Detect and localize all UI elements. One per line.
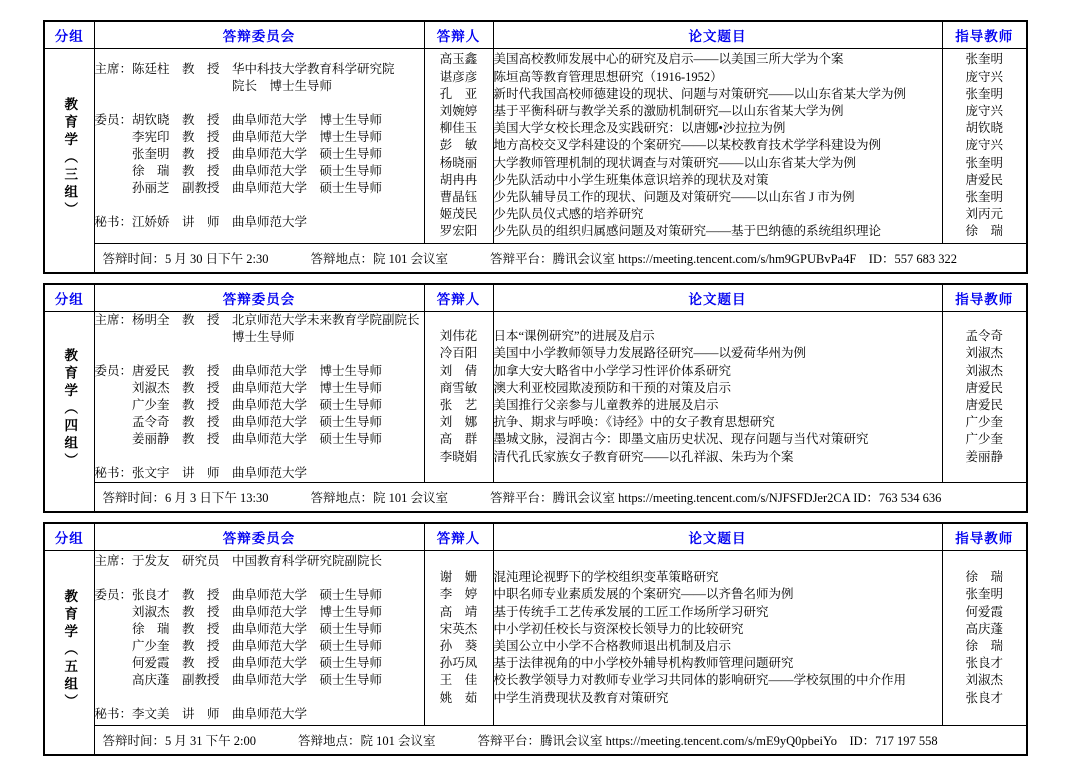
committee-line: 徐 瑞 教 授 曲阜师范大学 硕士生导师 bbox=[94, 622, 383, 636]
advisor-name: 广少奎 bbox=[965, 415, 1003, 430]
thesis-title: 抗争、期求与呼唤：《诗经》中的女子教育思想研究 bbox=[493, 415, 775, 430]
col-header-defender: 答辩人 bbox=[424, 523, 493, 551]
advisor-name: 高庆蓬 bbox=[965, 621, 1003, 636]
defender-name: 商雪敏 bbox=[439, 380, 478, 395]
thesis-title: 中小学初任校长与资深校长领导力的比较研究 bbox=[493, 621, 744, 636]
committee-line: 李宪印 教 授 曲阜师范大学 博士生导师 bbox=[94, 130, 383, 144]
defender-list bbox=[425, 51, 493, 240]
header-row bbox=[44, 523, 1027, 551]
thesis-title: 少先队员仪式感的培养研究 bbox=[493, 207, 644, 222]
committee-line: 委员：胡钦晓 教 授 曲阜师范大学 博士生导师 bbox=[94, 113, 383, 127]
defender-name: 刘婉婷 bbox=[439, 103, 478, 118]
thesis-title: 校长教学领导力对教师专业学习共同体的影响研究——学校氛围的中介作用 bbox=[493, 673, 907, 688]
thesis-title: 少先队活动中小学生班集体意识培养的现状及对策 bbox=[493, 172, 769, 187]
thesis-title: 中职名师专业素质发展的个案研究——以齐鲁名师为例 bbox=[493, 587, 794, 602]
col-header-advisor: 指导教师 bbox=[942, 21, 1027, 49]
committee-line: 博士生导师 bbox=[94, 330, 295, 344]
thesis-title: 日本“课例研究”的进展及启示 bbox=[493, 329, 655, 344]
group-cell bbox=[44, 49, 94, 274]
committee-lines bbox=[95, 553, 424, 723]
committee-line bbox=[95, 346, 424, 363]
committee-line: 秘书：张文宇 讲 师 曲阜师范大学 bbox=[94, 466, 308, 480]
defender-name: 李 婷 bbox=[439, 587, 478, 602]
defender-name: 张 艺 bbox=[439, 398, 478, 412]
thesis-title: 澳大利亚校园欺凌预防和干预的对策及启示 bbox=[493, 380, 732, 395]
thesis-title: 美国中小学教师领导力发展路径研究——以爱荷华州为例 bbox=[493, 346, 807, 361]
defender-name: 曹晶钰 bbox=[439, 190, 478, 204]
advisor-name: 庞守兴 bbox=[965, 69, 1003, 84]
defense-location: 答辩地点：院 101 会议室 bbox=[297, 734, 436, 748]
col-header-committee: 答辩委员会 bbox=[94, 284, 424, 312]
advisors-cell bbox=[942, 312, 1027, 483]
committee-line: 刘淑杰 教 授 曲阜师范大学 博士生导师 bbox=[94, 605, 383, 619]
thesis-titles-cell bbox=[493, 551, 942, 726]
col-header-committee: 答辩委员会 bbox=[94, 523, 424, 551]
thesis-titles-cell bbox=[493, 49, 942, 244]
advisor-name: 孟令奇 bbox=[965, 329, 1003, 344]
defense-section-table-2 bbox=[43, 283, 1028, 513]
thesis-title: 加拿大安大略省中小学学习性评价体系研究 bbox=[493, 363, 732, 378]
thesis-title: 基于法律视角的中小学校外辅导机构教师管理问题研究 bbox=[493, 656, 794, 671]
advisor-name: 张奎明 bbox=[965, 52, 1003, 67]
committee-line: 孙丽芝 副教授 曲阜师范大学 硕士生导师 bbox=[94, 181, 383, 195]
advisor-name: 张奎明 bbox=[965, 587, 1003, 602]
col-header-thesis-title: 论文题目 bbox=[493, 21, 942, 49]
footer-cell bbox=[94, 726, 1027, 756]
defender-name: 杨晓丽 bbox=[439, 155, 478, 170]
footer-row bbox=[44, 483, 1027, 513]
col-header-thesis-title: 论文题目 bbox=[493, 523, 942, 551]
col-header-group: 分组 bbox=[44, 284, 94, 312]
advisor-name: 广少奎 bbox=[965, 432, 1003, 447]
defense-platform: 答辩平台：腾讯会议室 https://meeting.tencent.com/s/mE9yQ0pbeiYo ID：717 197 558 bbox=[477, 734, 938, 748]
defense-platform: 答辩平台：腾讯会议室 https://meeting.tencent.com/s/NJFSFDJer2CA ID：763 534 636 bbox=[490, 491, 942, 505]
defender-name: 胡冉冉 bbox=[439, 172, 478, 187]
thesis-title-list bbox=[494, 569, 942, 707]
thesis-title: 美国公立中小学不合格教师退出机制及启示 bbox=[493, 639, 732, 653]
thesis-title: 新时代我国高校师德建设的现状、问题与对策研究——以山东省某大学为例 bbox=[493, 86, 907, 101]
advisor-name: 刘淑杰 bbox=[965, 673, 1003, 688]
committee-cell bbox=[94, 312, 424, 483]
defenders-cell bbox=[424, 312, 493, 483]
defense-platform: 答辩平台：腾讯会议室 https://meeting.tencent.com/s/hm9GPUBvPa4F ID：557 683 322 bbox=[490, 252, 957, 266]
defense-location: 答辩地点：院 101 会议室 bbox=[310, 252, 448, 266]
defender-name: 谌彦彦 bbox=[439, 69, 478, 84]
advisor-name: 刘淑杰 bbox=[965, 346, 1003, 361]
committee-line: 徐 瑞 教 授 曲阜师范大学 硕士生导师 bbox=[94, 164, 383, 178]
advisor-name: 徐 瑞 bbox=[965, 570, 1003, 585]
group-label: 教育学（四组） bbox=[62, 347, 78, 471]
thesis-title: 混沌理论视野下的学校组织变革策略研究 bbox=[493, 570, 719, 585]
thesis-title: 清代孔氏家族女子教育研究——以孔祥淑、朱玙为个案 bbox=[493, 449, 794, 464]
committee-line: 广少奎 教 授 曲阜师范大学 硕士生导师 bbox=[94, 398, 383, 412]
thesis-title: 地方高校交叉学科建设的个案研究——以某校教育技术学学科建设为例 bbox=[493, 138, 882, 153]
committee-line bbox=[95, 197, 424, 214]
advisor-name: 张良才 bbox=[965, 690, 1003, 705]
group-cell bbox=[44, 312, 94, 513]
defender-name: 柳佳玉 bbox=[439, 121, 478, 136]
defender-name: 罗宏阳 bbox=[439, 224, 478, 239]
defense-section-table-1 bbox=[43, 20, 1028, 274]
advisor-name: 胡钦晓 bbox=[965, 121, 1003, 136]
body-row bbox=[44, 49, 1027, 244]
thesis-title-list bbox=[494, 51, 942, 240]
col-header-group: 分组 bbox=[44, 523, 94, 551]
col-header-thesis-title: 论文题目 bbox=[493, 284, 942, 312]
group-label: 教育学（五组） bbox=[62, 588, 78, 712]
defense-section-table-3 bbox=[43, 522, 1028, 756]
committee-line: 主席：陈廷柱 教 授 华中科技大学教育科学研究院 bbox=[94, 62, 395, 76]
advisor-name: 徐 瑞 bbox=[965, 224, 1003, 239]
thesis-title: 少先队辅导员工作的现状、问题及对策研究——以山东省 J 市为例 bbox=[493, 190, 855, 204]
advisor-list bbox=[943, 328, 1027, 466]
col-header-committee: 答辩委员会 bbox=[94, 21, 424, 49]
advisor-name: 姜丽静 bbox=[965, 449, 1003, 464]
defender-list bbox=[425, 569, 493, 707]
defender-name: 宋英杰 bbox=[439, 621, 478, 636]
committee-line: 高庆蓬 副教授 曲阜师范大学 硕士生导师 bbox=[94, 673, 383, 687]
advisor-name: 唐爱民 bbox=[965, 398, 1003, 412]
thesis-title: 陈垣高等教育管理思想研究（1916-1952） bbox=[493, 69, 723, 84]
committee-line: 张奎明 教 授 曲阜师范大学 硕士生导师 bbox=[94, 147, 383, 161]
header-row bbox=[44, 21, 1027, 49]
defender-name: 彭 敏 bbox=[439, 138, 478, 153]
committee-line: 秘书：李文美 讲 师 曲阜师范大学 bbox=[94, 707, 308, 721]
defender-name: 孙 葵 bbox=[439, 639, 478, 653]
committee-line: 委员：唐爱民 教 授 曲阜师范大学 博士生导师 bbox=[94, 364, 383, 378]
advisors-cell bbox=[942, 551, 1027, 726]
document-page bbox=[43, 20, 1026, 765]
defender-name: 高 群 bbox=[439, 432, 478, 447]
committee-line: 院长 博士生导师 bbox=[94, 79, 333, 93]
defender-name: 王 佳 bbox=[439, 673, 478, 688]
thesis-title: 美国推行父亲参与儿童教养的进展及启示 bbox=[493, 398, 719, 412]
thesis-title: 墨城文脉，浸润古今：即墨文庙历史状况、现存问题与当代对策研究 bbox=[493, 432, 869, 447]
thesis-title: 基于平衡科研与教学关系的激励机制研究—以山东省某大学为例 bbox=[493, 103, 844, 118]
body-row bbox=[44, 312, 1027, 483]
col-header-group: 分组 bbox=[44, 21, 94, 49]
advisors-cell bbox=[942, 49, 1027, 244]
advisor-name: 张奎明 bbox=[965, 155, 1003, 170]
defense-location: 答辩地点：院 101 会议室 bbox=[310, 491, 448, 505]
advisor-name: 何爱霞 bbox=[965, 604, 1003, 619]
defender-name: 姬茂民 bbox=[439, 207, 478, 222]
defender-name: 冷百阳 bbox=[439, 346, 478, 361]
advisor-name: 唐爱民 bbox=[965, 380, 1003, 395]
defender-name: 谢 姗 bbox=[439, 570, 478, 585]
committee-lines bbox=[95, 61, 424, 231]
thesis-title: 美国大学女校长理念及实践研究：以唐娜•沙拉拉为例 bbox=[493, 121, 786, 136]
defense-time: 答辩时间：5 月 30 日下午 2:30 bbox=[102, 252, 269, 266]
defender-name: 刘 娜 bbox=[439, 415, 478, 430]
committee-line bbox=[95, 689, 424, 706]
thesis-title: 中学生消费现状及教育对策研究 bbox=[493, 690, 669, 705]
thesis-title: 美国高校教师发展中心的研究及启示——以美国三所大学为个案 bbox=[493, 52, 844, 67]
thesis-title: 少先队员的组织归属感问题及对策研究——基于巴纳德的系统组织理论 bbox=[493, 224, 882, 239]
committee-line: 广少奎 教 授 曲阜师范大学 硕士生导师 bbox=[94, 639, 383, 653]
defender-list bbox=[425, 328, 493, 466]
advisor-name: 张奎明 bbox=[965, 190, 1003, 204]
footer-row bbox=[44, 726, 1027, 756]
committee-cell bbox=[94, 551, 424, 726]
thesis-title: 大学教师管理机制的现状调查与对策研究——以山东省某大学为例 bbox=[493, 155, 857, 170]
committee-line: 姜丽静 教 授 曲阜师范大学 硕士生导师 bbox=[94, 432, 383, 446]
advisor-name: 刘丙元 bbox=[965, 207, 1003, 222]
col-header-advisor: 指导教师 bbox=[942, 284, 1027, 312]
defense-time: 答辩时间：6 月 3 日下午 13:30 bbox=[102, 491, 269, 505]
advisor-list bbox=[943, 51, 1027, 240]
col-header-defender: 答辩人 bbox=[424, 284, 493, 312]
advisor-name: 庞守兴 bbox=[965, 138, 1003, 153]
committee-cell bbox=[94, 49, 424, 244]
advisor-name: 张奎明 bbox=[965, 86, 1003, 101]
committee-line bbox=[95, 95, 424, 112]
defender-name: 姚 茹 bbox=[439, 690, 478, 705]
advisor-name: 张良才 bbox=[965, 656, 1003, 671]
defenders-cell bbox=[424, 49, 493, 244]
defenders-cell bbox=[424, 551, 493, 726]
committee-line: 主席：于发友 研究员 中国教育科学研究院副院长 bbox=[94, 554, 383, 568]
defender-name: 高 靖 bbox=[439, 604, 478, 619]
footer-cell bbox=[94, 244, 1027, 274]
defense-time: 答辩时间：5 月 31 下午 2:00 bbox=[102, 734, 256, 748]
committee-line bbox=[95, 448, 424, 465]
footer-cell bbox=[94, 483, 1027, 513]
thesis-title: 基于传统手工艺传承发展的工匠工作场所学习研究 bbox=[493, 604, 769, 619]
col-header-defender: 答辩人 bbox=[424, 21, 493, 49]
footer-row bbox=[44, 244, 1027, 274]
col-header-advisor: 指导教师 bbox=[942, 523, 1027, 551]
defender-name: 李晓娟 bbox=[439, 449, 478, 464]
thesis-titles-cell bbox=[493, 312, 942, 483]
committee-line: 孟令奇 教 授 曲阜师范大学 硕士生导师 bbox=[94, 415, 383, 429]
committee-line: 委员：张良才 教 授 曲阜师范大学 硕士生导师 bbox=[94, 588, 383, 602]
header-row bbox=[44, 284, 1027, 312]
defender-name: 孔 亚 bbox=[439, 86, 478, 101]
committee-line: 主席：杨明全 教 授 北京师范大学未来教育学院副院长 bbox=[94, 313, 420, 327]
defender-name: 高玉鑫 bbox=[439, 52, 478, 67]
advisor-list bbox=[943, 569, 1027, 707]
advisor-name: 庞守兴 bbox=[965, 103, 1003, 118]
advisor-name: 徐 瑞 bbox=[965, 639, 1003, 653]
defender-name: 孙巧凤 bbox=[439, 656, 478, 671]
committee-lines bbox=[95, 312, 424, 482]
committee-line: 何爱霞 教 授 曲阜师范大学 硕士生导师 bbox=[94, 656, 383, 670]
committee-line: 刘淑杰 教 授 曲阜师范大学 博士生导师 bbox=[94, 381, 383, 395]
committee-line bbox=[95, 570, 424, 587]
body-row bbox=[44, 551, 1027, 726]
defender-name: 刘 倩 bbox=[439, 363, 478, 378]
committee-line: 秘书：江娇娇 讲 师 曲阜师范大学 bbox=[94, 215, 308, 229]
advisor-name: 唐爱民 bbox=[965, 172, 1003, 187]
group-cell bbox=[44, 551, 94, 756]
group-label: 教育学（三组） bbox=[62, 96, 78, 220]
thesis-title-list bbox=[494, 328, 942, 466]
defender-name: 刘伟花 bbox=[439, 329, 478, 344]
advisor-name: 刘淑杰 bbox=[965, 363, 1003, 378]
